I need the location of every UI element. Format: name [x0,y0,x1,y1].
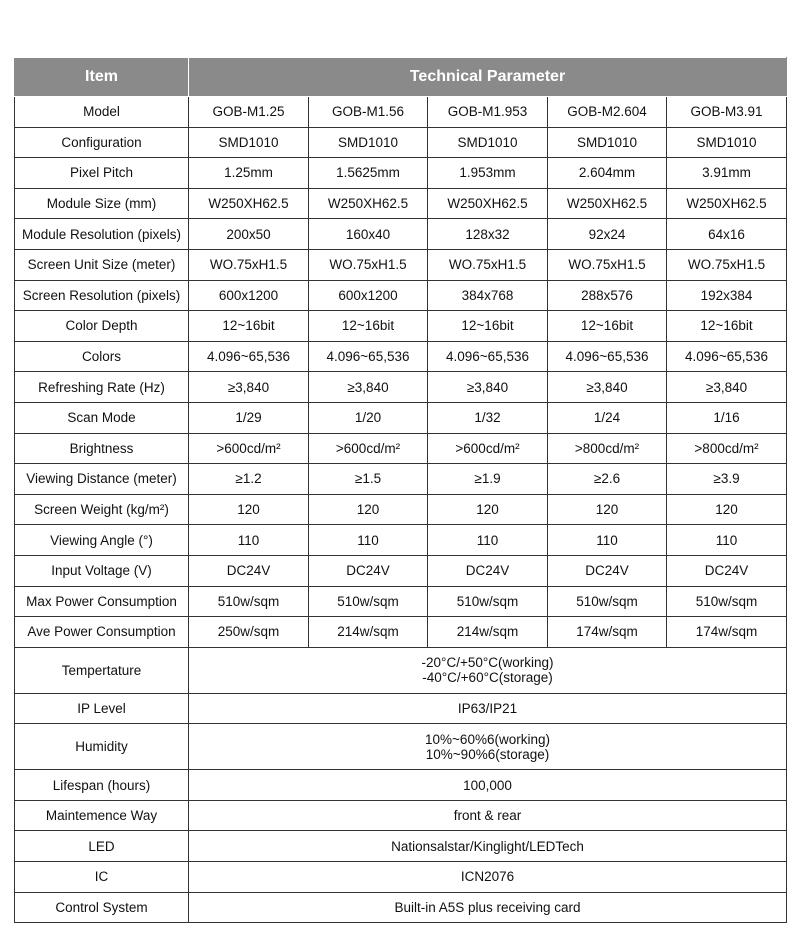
merged-cell [189,647,787,693]
table-cell: 120 [309,494,428,525]
table-cell: 120 [667,494,787,525]
table-cell: 3.91mm [667,158,787,189]
table-cell: 120 [189,494,309,525]
row-label: Screen Resolution (pixels) [15,280,189,311]
table-cell: W250XH62.5 [309,188,428,219]
row-label: Max Power Consumption [15,586,189,617]
table-cell: 510w/sqm [189,586,309,617]
table-cell: 92x24 [548,219,667,250]
table-cell: 4.096~65,536 [189,341,309,372]
table-row [15,402,787,433]
table-cell: >800cd/m² [667,433,787,464]
table-cell: 110 [548,525,667,556]
row-label: Configuration [15,127,189,158]
table-row [15,97,787,128]
table-row [15,127,787,158]
table-cell: DC24V [309,555,428,586]
row-label: Module Size (mm) [15,188,189,219]
table-cell: W250XH62.5 [667,188,787,219]
table-cell: 110 [189,525,309,556]
table-cell: GOB-M1.25 [189,97,309,128]
row-label: Refreshing Rate (Hz) [15,372,189,403]
cell-line: Built-in A5S plus receiving card [394,899,581,915]
table-cell: 1.953mm [428,158,548,189]
table-row [15,800,787,831]
row-label: Control System [15,892,189,923]
row-label: Tempertature [15,647,189,693]
table-row [15,617,787,648]
row-label: Screen Weight (kg/m²) [15,494,189,525]
table-cell: 110 [667,525,787,556]
table-cell: ≥2.6 [548,464,667,495]
table-cell: ≥3.9 [667,464,787,495]
merged-cell [189,693,787,724]
table-row [15,280,787,311]
table-cell: ≥3,840 [667,372,787,403]
table-cell: 160x40 [309,219,428,250]
table-row [15,586,787,617]
table-cell: 510w/sqm [428,586,548,617]
table-cell: 214w/sqm [309,617,428,648]
table-cell: 64x16 [667,219,787,250]
table-cell: DC24V [189,555,309,586]
table-cell: 1.5625mm [309,158,428,189]
cell-line: front & rear [453,808,522,824]
table-cell: 110 [428,525,548,556]
table-cell: ≥3,840 [428,372,548,403]
table-row [15,158,787,189]
table-cell: SMD1010 [309,127,428,158]
table-row [15,464,787,495]
table-cell: ≥3,840 [548,372,667,403]
table-row [15,188,787,219]
table-cell: WO.75xH1.5 [189,249,309,280]
parameter-header: Technical Parameter [189,58,787,97]
table-cell: 2.604mm [548,158,667,189]
table-row [15,862,787,893]
table-cell: ≥1.5 [309,464,428,495]
table-cell: SMD1010 [428,127,548,158]
table-row [15,433,787,464]
row-label: IC [15,862,189,893]
table-row [15,494,787,525]
table-cell: W250XH62.5 [548,188,667,219]
table-cell: 510w/sqm [309,586,428,617]
table-cell: ≥3,840 [309,372,428,403]
table-cell: >600cd/m² [189,433,309,464]
table-cell: 192x384 [667,280,787,311]
cell-line: 10%~60%6(working) [425,731,550,747]
table-row [15,892,787,923]
table-cell: 12~16bit [667,311,787,342]
table-row [15,219,787,250]
table-row [15,555,787,586]
table-row [15,372,787,403]
table-header-row [15,58,787,97]
row-label: Scan Mode [15,402,189,433]
table-cell: >600cd/m² [428,433,548,464]
table-cell: GOB-M1.953 [428,97,548,128]
table-cell: 200x50 [189,219,309,250]
table-cell: 600x1200 [189,280,309,311]
table-cell: 174w/sqm [548,617,667,648]
row-label: Model [15,97,189,128]
table-cell: ≥3,840 [189,372,309,403]
table-cell: 12~16bit [189,311,309,342]
table-cell: 288x576 [548,280,667,311]
table-cell: GOB-M1.56 [309,97,428,128]
spec-table [14,57,787,923]
table-row [15,341,787,372]
table-row [15,831,787,862]
table-cell: 174w/sqm [667,617,787,648]
table-cell: 214w/sqm [428,617,548,648]
table-cell: 510w/sqm [548,586,667,617]
table-cell: DC24V [428,555,548,586]
table-cell: GOB-M3.91 [667,97,787,128]
table-row [15,693,787,724]
item-header: Item [15,58,189,97]
table-cell: 128x32 [428,219,548,250]
row-label: Lifespan (hours) [15,770,189,801]
row-label: LED [15,831,189,862]
table-cell: SMD1010 [548,127,667,158]
table-row [15,647,787,693]
row-label: Ave Power Consumption [15,617,189,648]
table-row [15,770,787,801]
cell-line: -40°C/+60°C(storage) [422,670,553,686]
table-cell: WO.75xH1.5 [428,249,548,280]
table-cell: WO.75xH1.5 [548,249,667,280]
row-label: Color Depth [15,311,189,342]
table-row [15,249,787,280]
table-cell: 1/16 [667,402,787,433]
table-cell: 120 [548,494,667,525]
table-cell: 250w/sqm [189,617,309,648]
table-row [15,525,787,556]
table-cell: DC24V [667,555,787,586]
table-cell: SMD1010 [667,127,787,158]
table-cell: 1/32 [428,402,548,433]
table-cell: WO.75xH1.5 [667,249,787,280]
merged-cell [189,862,787,893]
row-label: Viewing Angle (°) [15,525,189,556]
cell-line: IP63/IP21 [457,700,518,716]
table-cell: 12~16bit [548,311,667,342]
table-cell: 4.096~65,536 [309,341,428,372]
table-cell: SMD1010 [189,127,309,158]
row-label: Input Voltage (V) [15,555,189,586]
cell-line: 100,000 [463,777,512,793]
table-body [15,97,787,923]
table-cell: ≥1.2 [189,464,309,495]
table-cell: 510w/sqm [667,586,787,617]
row-label: Colors [15,341,189,372]
table-cell: 384x768 [428,280,548,311]
table-cell: ≥1.9 [428,464,548,495]
row-label: IP Level [15,693,189,724]
row-label: Viewing Distance (meter) [15,464,189,495]
table-cell: DC24V [548,555,667,586]
merged-cell [189,770,787,801]
cell-line: 10%~90%6(storage) [425,746,550,762]
row-label: Pixel Pitch [15,158,189,189]
row-label: Module Resolution (pixels) [15,219,189,250]
table-cell: WO.75xH1.5 [309,249,428,280]
table-cell: 1/24 [548,402,667,433]
cell-line: Nationsalstar/Kinglight/LEDTech [391,838,584,854]
table-cell: >600cd/m² [309,433,428,464]
table-cell: 4.096~65,536 [428,341,548,372]
table-cell: 4.096~65,536 [548,341,667,372]
table-cell: >800cd/m² [548,433,667,464]
merged-cell [189,831,787,862]
table-cell: W250XH62.5 [189,188,309,219]
table-cell: W250XH62.5 [428,188,548,219]
table-cell: 110 [309,525,428,556]
table-cell: 600x1200 [309,280,428,311]
table-row [15,724,787,770]
row-label: Humidity [15,724,189,770]
table-cell: 4.096~65,536 [667,341,787,372]
table-cell: 1/29 [189,402,309,433]
table-row [15,311,787,342]
table-cell: 120 [428,494,548,525]
table-cell: 1.25mm [189,158,309,189]
merged-cell [189,892,787,923]
row-label: Maintemence Way [15,800,189,831]
merged-cell [189,800,787,831]
cell-line: -20°C/+50°C(working) [421,655,554,671]
merged-cell [189,724,787,770]
table-cell: 1/20 [309,402,428,433]
table-cell: GOB-M2.604 [548,97,667,128]
table-cell: 12~16bit [309,311,428,342]
row-label: Screen Unit Size (meter) [15,249,189,280]
table-cell: 12~16bit [428,311,548,342]
row-label: Brightness [15,433,189,464]
cell-line: ICN2076 [460,869,515,885]
